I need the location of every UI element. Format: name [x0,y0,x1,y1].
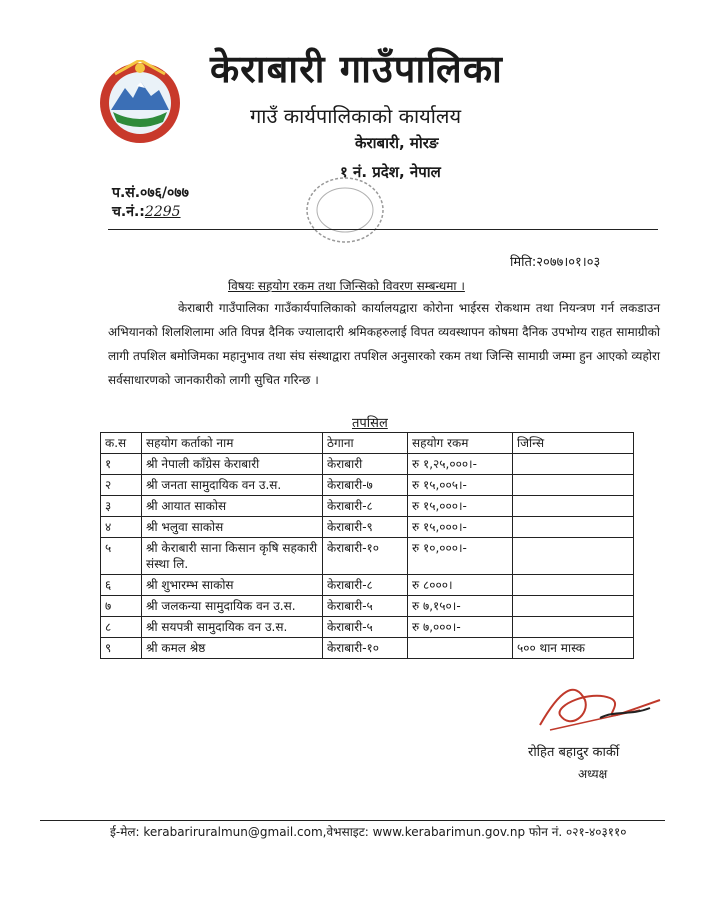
cell-donor: श्री नेपाली काँग्रेस केराबारी [142,454,323,475]
cell-amount: रु ७,१५०।- [408,596,513,617]
cell-address: केराबारी-१० [323,538,408,575]
table-title: तपसिल [352,416,388,431]
address-line-1: केराबारी, मोरङ [355,134,439,152]
donation-table [100,432,634,659]
cell-address: केराबारी [323,454,408,475]
cell-sn: ३ [101,496,142,517]
col-header-sn: क.स [101,433,142,454]
table-row [101,517,634,538]
cell-sn: ५ [101,538,142,575]
cell-address: केराबारी-५ [323,617,408,638]
cell-goods [513,496,634,517]
cell-amount: रु १५,०००।- [408,496,513,517]
cell-amount [408,638,513,659]
cell-address: केराबारी-८ [323,575,408,596]
cell-goods: ५०० थान मास्क [513,638,634,659]
cell-address: केराबारी-८ [323,496,408,517]
org-name: केराबारी गाउँपालिका [210,47,503,91]
cell-goods [513,596,634,617]
cell-sn: ६ [101,575,142,596]
cell-address: केराबारी-९ [323,517,408,538]
cell-amount: रु १,२५,०००।- [408,454,513,475]
cell-donor: श्री सयपत्री सामुदायिक वन उ.स. [142,617,323,638]
letter-body [108,296,660,392]
nepal-emblem-logo [97,60,183,146]
cell-goods [513,454,634,475]
dispatch-value: 2295 [144,204,181,220]
cell-address: केराबारी-५ [323,596,408,617]
cell-donor: श्री शुभारम्भ साकोस [142,575,323,596]
cell-goods [513,538,634,575]
cell-amount: रु ७,०००।- [408,617,513,638]
cell-amount: रु १०,०००।- [408,538,513,575]
cell-donor: श्री जलकन्या सामुदायिक वन उ.स. [142,596,323,617]
col-header-goods: जिन्सि [513,433,634,454]
office-stamp-seal [300,168,390,248]
cell-sn: ४ [101,517,142,538]
cell-sn: १ [101,454,142,475]
table-row [101,454,634,475]
address-line-2: १ नं. प्रदेश, नेपाल [340,163,441,181]
office-name: गाउँ कार्यपालिकाको कार्यालय [250,104,462,128]
cell-sn: ७ [101,596,142,617]
table-row [101,638,634,659]
table-row [101,575,634,596]
cell-donor: श्री केराबारी साना किसान कृषि सहकारी संस्था लि. [142,538,323,575]
body-text: केराबारी गाउँपालिका गाउँकार्यपालिकाको कार्यालयद्वारा कोरोना भाईरस रोकथाम तथा नियन्त्रण गर्न लकडाउन अभियानको शिलशिलामा अति विपन्न दैनिक ज्यालादारी श्रमिकहरुलाई विपत व्यवस्थापन कोषमा दैनिक उपभोग्य राहत सामाग्रीको लागी तपशिल बमोजिमका महानुभाव तथा संघ संस्थाद्वारा तपशिल अनुसारको रकम तथा जिन्सि सामाग्री जम्मा हुन आएको व्यहोरा सर्वसाधारणको जानकारीको लागी सुचित गरिन्छ । [108,301,660,387]
letter-subject: विषयः सहयोग रकम तथा जिन्सिको विवरण सम्बन्धमा । [228,279,465,293]
cell-goods [513,517,634,538]
header-divider [108,229,658,230]
footer-contact: ई-मेल: kerabariruralmun@gmail.com,वेभसाइट: www.kerabarimun.gov.np फोन नं. ०२१-४०३११० [110,825,627,839]
col-header-address: ठेगाना [323,433,408,454]
cell-sn: ९ [101,638,142,659]
table-row [101,538,634,575]
table-row [101,617,634,638]
letter-date: मिति:२०७७।०१।०३ [510,255,601,270]
cell-address: केराबारी-७ [323,475,408,496]
cell-amount: रु ८०००। [408,575,513,596]
cell-sn: २ [101,475,142,496]
signatory-role: अध्यक्ष [578,767,608,781]
reference-number: प.सं.०७६/०७७ [112,185,189,201]
table-row [101,496,634,517]
cell-goods [513,617,634,638]
table-row [101,475,634,496]
handwritten-signature [530,670,670,750]
cell-goods [513,575,634,596]
cell-donor: श्री कमल श्रेष्ठ [142,638,323,659]
table-row [101,596,634,617]
cell-donor: श्री आयात साकोस [142,496,323,517]
footer-divider [40,820,665,821]
cell-address: केराबारी-१० [323,638,408,659]
cell-sn: ८ [101,617,142,638]
cell-amount: रु १५,०००।- [408,517,513,538]
col-header-donor: सहयोग कर्ताको नाम [142,433,323,454]
cell-goods [513,475,634,496]
cell-amount: रु १५,००५।- [408,475,513,496]
signatory-name: रोहित बहादुर कार्की [528,745,620,760]
dispatch-label: च.नं.: [112,204,145,220]
col-header-amount: सहयोग रकम [408,433,513,454]
cell-donor: श्री भलुवा साकोस [142,517,323,538]
dispatch-number [112,202,181,221]
table-header-row [101,433,634,454]
cell-donor: श्री जनता सामुदायिक वन उ.स. [142,475,323,496]
